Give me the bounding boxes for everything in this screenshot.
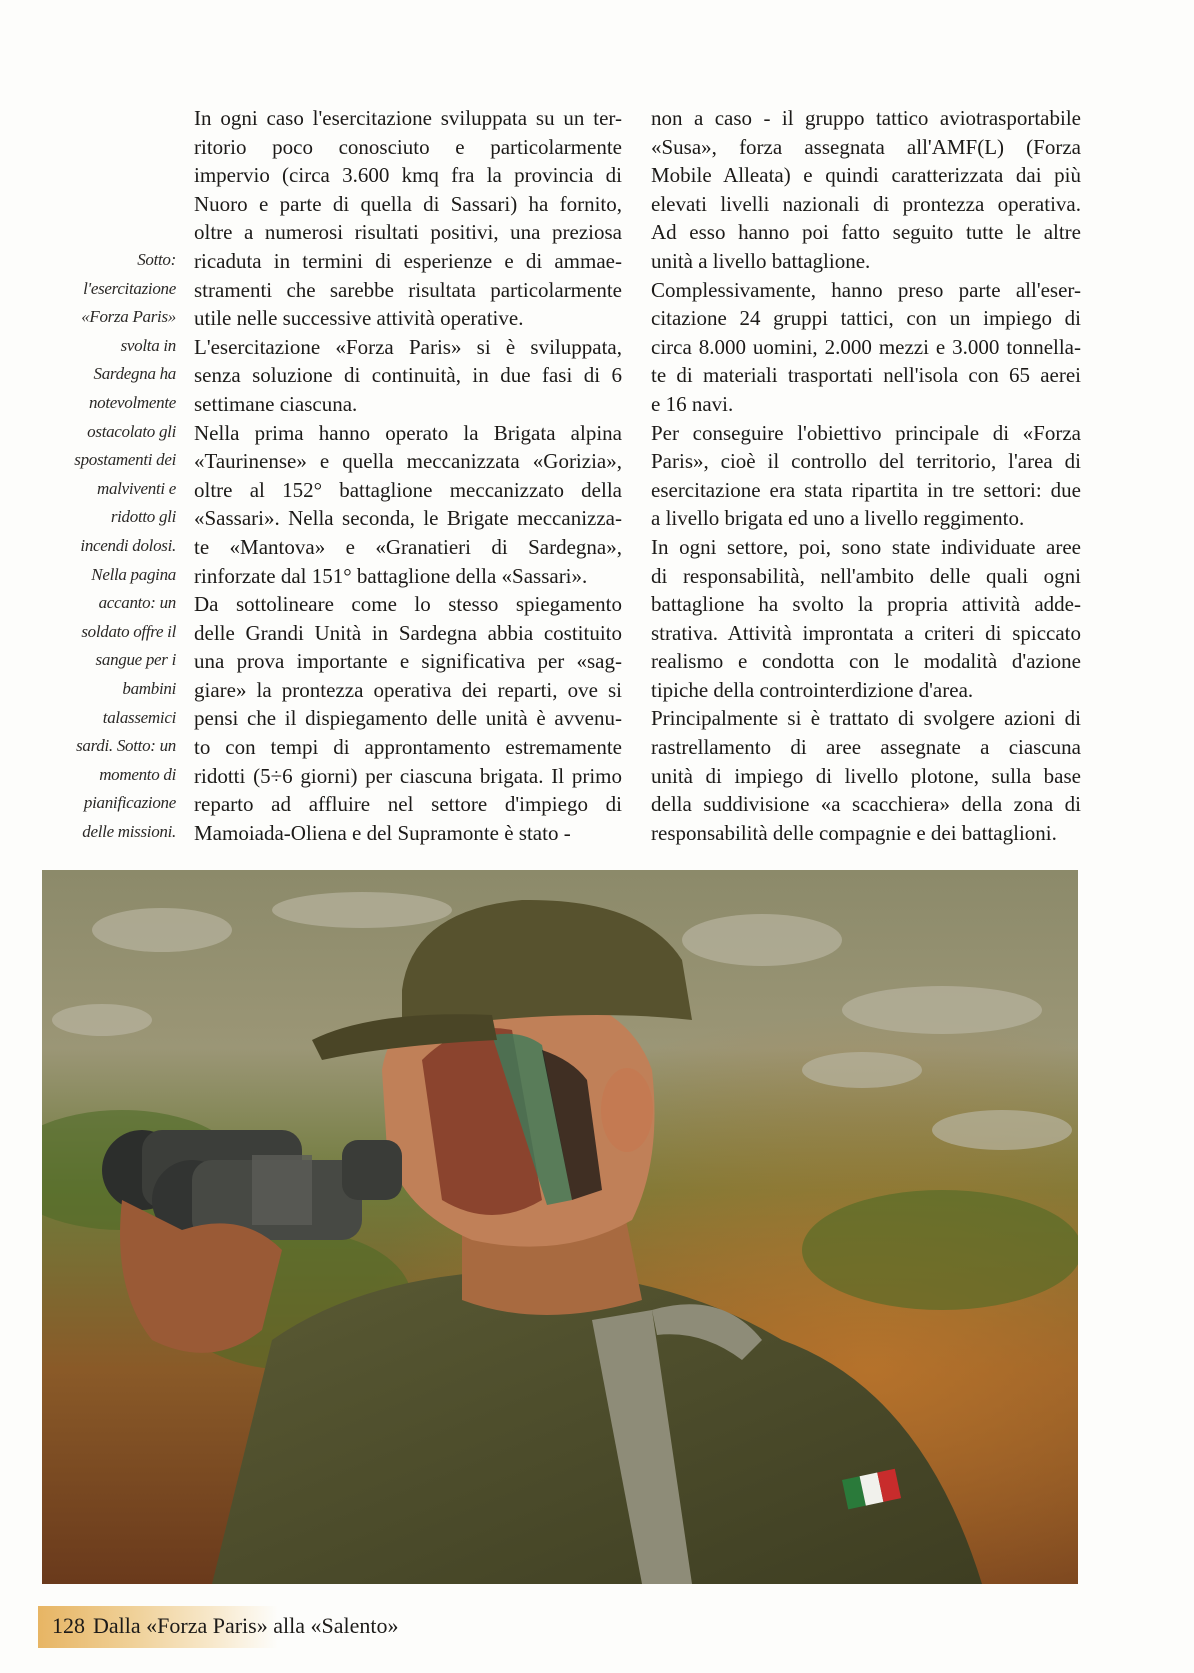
text-line: «Taurinense» e quella meccanizzata «Gorizia», bbox=[194, 449, 622, 474]
caption-line: ostacolato gli bbox=[87, 421, 176, 441]
text-line: In ogni settore, poi, sono state individuate aree bbox=[651, 534, 1081, 559]
text-line: In ogni caso l'esercitazione sviluppata su un ter- bbox=[194, 106, 622, 130]
caption-line: talassemici bbox=[102, 707, 176, 727]
text-line: senza soluzione di continuità, in due fasi di 6 bbox=[194, 363, 622, 388]
text-line: unità di impiego di livello plotone, sulla base bbox=[651, 763, 1081, 788]
text-line: pensi che il dispiegamento delle unità è avvenu- bbox=[194, 706, 622, 731]
text-line: L'esercitazione «Forza Paris» si è sviluppata, bbox=[194, 334, 622, 359]
caption-line: accanto: un bbox=[98, 593, 176, 613]
text-line: una prova importante e significativa per «sag- bbox=[194, 649, 622, 674]
text-line: reparto ad affluire nel settore d'impiego di bbox=[194, 792, 622, 817]
text-line: giare» la prontezza operativa dei reparti, ove si bbox=[194, 677, 622, 702]
text-column-left bbox=[194, 104, 622, 847]
text-line: Complessivamente, hanno preso parte all'eser- bbox=[651, 277, 1081, 302]
text-line: elevati livelli nazionali di prontezza operativa. bbox=[651, 191, 1081, 216]
soldier-binoculars-photo bbox=[42, 870, 1078, 1584]
text-line: Paris», cioè il controllo del territorio, l'area di bbox=[651, 449, 1081, 474]
text-line: a livello brigata ed uno a livello reggimento. bbox=[651, 506, 1025, 531]
text-line: Nuoro e parte di quella di Sassari) ha fornito, bbox=[194, 191, 622, 216]
text-line: te «Mantova» e «Granatieri di Sardegna», bbox=[194, 534, 622, 559]
text-line: ricaduta in termini di esperienze e di ammae- bbox=[194, 248, 622, 273]
caption-line: Nella pagina bbox=[91, 564, 176, 584]
text-line: Da sottolineare come lo stesso spiegamento bbox=[194, 592, 622, 617]
text-line: delle Grandi Unità in Sardegna abbia costituito bbox=[194, 620, 622, 645]
photo-caption bbox=[40, 246, 176, 846]
text-line: utile nelle successive attività operative. bbox=[194, 306, 524, 331]
text-line: realismo e condotta con le modalità d'azione bbox=[651, 649, 1081, 674]
text-line: della suddivisione «a scacchiera» della zona di bbox=[651, 792, 1081, 817]
text-line: stramenti che sarebbe risultata particolarmente bbox=[194, 277, 622, 302]
page-number: 128 bbox=[52, 1613, 85, 1638]
text-line: Mamoiada-Oliena e del Supramonte è stato - bbox=[194, 820, 571, 845]
text-line: rinforzate dal 151° battaglione della «Sassari». bbox=[194, 563, 588, 588]
caption-line: malviventi e bbox=[96, 478, 176, 498]
caption-line: Sardegna ha bbox=[93, 364, 176, 384]
caption-line: spostamenti dei bbox=[74, 450, 176, 470]
text-line: to con tempi di approntamento estremamente bbox=[194, 735, 622, 760]
text-line: oltre al 152° battaglione meccanizzato della bbox=[194, 477, 622, 502]
text-line: te di materiali trasportati nell'isola con 65 aerei bbox=[651, 363, 1081, 388]
caption-line: momento di bbox=[99, 764, 176, 784]
text-line: non a caso - il gruppo tattico aviotrasportabile bbox=[651, 106, 1081, 130]
text-line: Ad esso hanno poi fatto seguito tutte le altre bbox=[651, 220, 1081, 245]
text-line: impervio (circa 3.600 kmq fra la provincia di bbox=[194, 163, 622, 188]
text-line: ridotti (5÷6 giorni) per ciascuna brigata. Il primo bbox=[194, 763, 622, 788]
caption-line: pianificazione bbox=[83, 793, 176, 813]
caption-line: bambini bbox=[122, 678, 176, 698]
text-line: ritorio poco conosciuto e particolarmente bbox=[194, 134, 622, 159]
caption-line: Sotto: bbox=[137, 250, 176, 269]
text-line: Per conseguire l'obiettivo principale di «Forza bbox=[651, 420, 1081, 445]
running-title: Dalla «Forza Paris» alla «Salento» bbox=[93, 1613, 399, 1638]
text-line: tipiche della controinterdizione d'area. bbox=[651, 677, 974, 702]
text-line: e 16 navi. bbox=[651, 391, 734, 416]
text-line: esercitazione era stata ripartita in tre settori: due bbox=[651, 477, 1081, 502]
text-line: settimane ciascuna. bbox=[194, 391, 358, 416]
photo-illustration bbox=[42, 870, 1078, 1584]
text-line: circa 8.000 uomini, 2.000 mezzi e 3.000 tonnella- bbox=[651, 334, 1081, 359]
text-line: «Sassari». Nella seconda, le Brigate meccanizza- bbox=[194, 506, 622, 531]
text-line: «Susa», forza assegnata all'AMF(L) (Forza bbox=[651, 134, 1081, 159]
text-line: oltre a numerosi risultati positivi, una preziosa bbox=[194, 220, 622, 245]
caption-line: «Forza Paris» bbox=[81, 307, 176, 327]
text-line: rastrellamento di aree assegnate a ciascuna bbox=[651, 735, 1081, 760]
caption-line: delle missioni. bbox=[82, 821, 176, 841]
caption-line: sangue per i bbox=[95, 650, 176, 670]
caption-line: incendi dolosi. bbox=[80, 535, 176, 555]
caption-line: ridotto gli bbox=[110, 507, 176, 527]
caption-line: soldato offre il bbox=[81, 621, 176, 641]
caption-line: notevolmente bbox=[88, 392, 176, 412]
caption-line: svolta in bbox=[120, 335, 176, 355]
caption-line: sardi. Sotto: un bbox=[76, 736, 176, 756]
text-column-right bbox=[651, 104, 1081, 847]
text-line: Principalmente si è trattato di svolgere azioni di bbox=[651, 706, 1081, 731]
text-line: Nella prima hanno operato la Brigata alpina bbox=[194, 420, 622, 445]
caption-line: l'esercitazione bbox=[83, 278, 176, 298]
text-line: unità a livello battaglione. bbox=[651, 248, 871, 273]
text-line: citazione 24 gruppi tattici, con un impiego di bbox=[651, 306, 1081, 331]
text-line: Mobile Alleata) e quindi caratterizzata dai più bbox=[651, 163, 1081, 188]
text-line: strativa. Attività improntata a criteri di spiccato bbox=[651, 620, 1081, 645]
text-line: responsabilità delle compagnie e dei battaglioni. bbox=[651, 820, 1057, 845]
page-footer bbox=[38, 1606, 418, 1648]
text-line: di responsabilità, nell'ambito delle quali ogni bbox=[651, 563, 1081, 588]
text-line: battaglione ha svolto la propria attività adde- bbox=[651, 592, 1081, 617]
